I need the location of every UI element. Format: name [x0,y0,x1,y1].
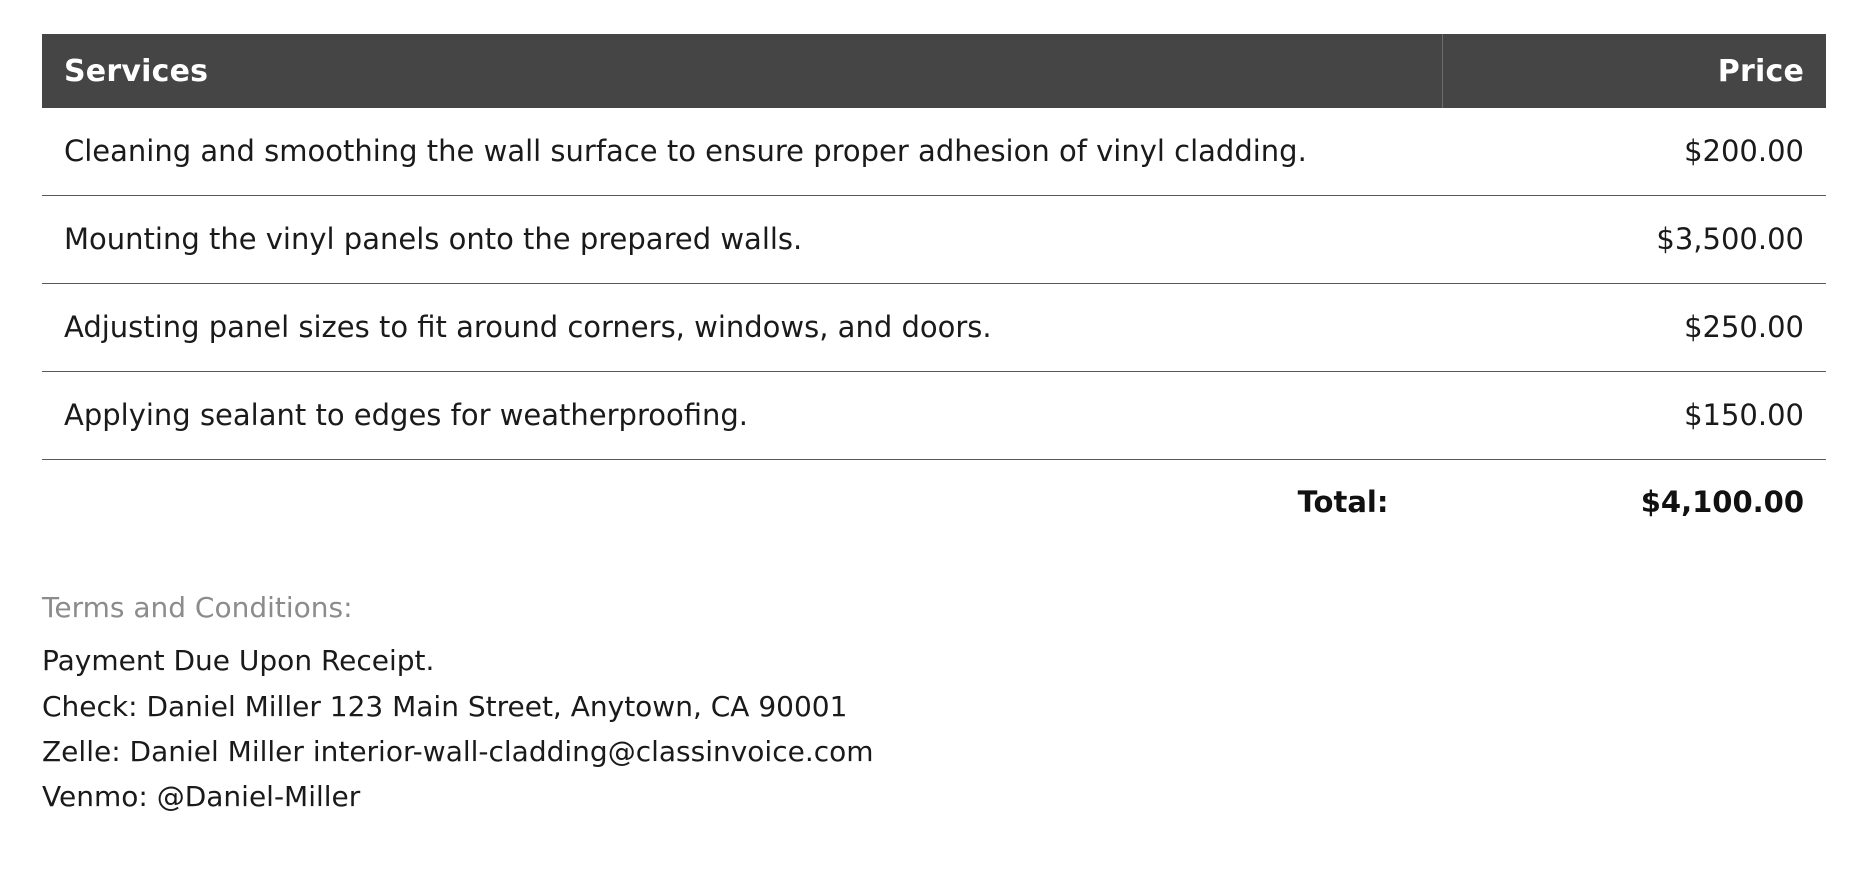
service-price: $3,500.00 [1442,196,1826,284]
table-row [42,108,1826,196]
terms-title: Terms and Conditions: [42,591,353,624]
terms-line-check: Check: Daniel Miller 123 Main Street, Anytown, CA 90001 [42,689,848,723]
table-row [42,196,1826,284]
services-price-table [42,34,1826,544]
service-description: Cleaning and smoothing the wall surface to ensure proper adhesion of vinyl cladding. [42,108,1442,196]
service-price: $250.00 [1442,284,1826,372]
terms-line-payment: Payment Due Upon Receipt. [42,644,435,678]
table-row [42,372,1826,460]
table-row [42,284,1826,372]
terms-and-conditions-section [42,590,1826,820]
terms-line-zelle: Zelle: Daniel Miller interior-wall-cladding@classinvoice.com [42,735,874,769]
terms-line-venmo: Venmo: @Daniel-Miller [42,780,361,814]
service-description: Mounting the vinyl panels onto the prepared walls. [42,196,1442,284]
table-header-row [42,34,1826,108]
table-header [42,34,1826,108]
column-header-services: Services [42,34,1442,108]
service-description: Adjusting panel sizes to fit around corners, windows, and doors. [42,284,1442,372]
table-footer [42,460,1826,545]
column-header-price: Price [1442,34,1826,108]
service-price: $200.00 [1442,108,1826,196]
table-body [42,108,1826,460]
total-value: $4,100.00 [1640,485,1804,519]
total-row [42,460,1826,545]
total-label: Total: [1297,485,1389,519]
service-price: $150.00 [1442,372,1826,460]
service-description: Applying sealant to edges for weatherproofing. [42,372,1442,460]
